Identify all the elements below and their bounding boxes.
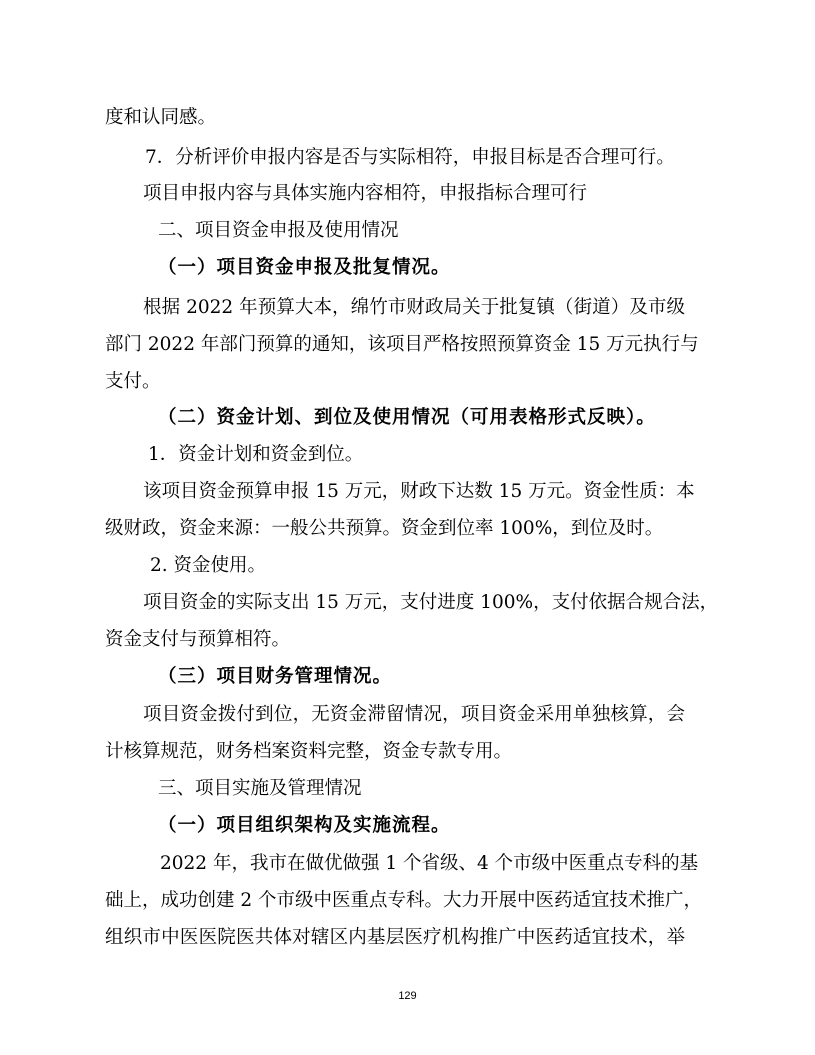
paragraph-line: 该项目资金预算申报 15 万元，财政下达数 15 万元。资金性质：本: [143, 481, 695, 502]
subsection-heading: （一）项目组织架构及实施流程。: [158, 815, 451, 836]
list-item: 2. 资金使用。: [150, 555, 267, 576]
subsection-heading: （三）项目财务管理情况。: [158, 666, 393, 687]
paragraph-line: 项目资金的实际支出 15 万元，支付进度 100%，支付依据合规合法，: [143, 592, 719, 613]
paragraph-line: 支付。: [105, 371, 161, 392]
paragraph-line: 度和认同感。: [105, 107, 217, 128]
paragraph-line: 础上，成功创建 2 个市级中医重点专科。大力开展中医药适宜技术推广，: [105, 890, 703, 911]
paragraph-line: 2022 年，我市在做优做强 1 个省级、4 个市级中医重点专科的基: [160, 853, 699, 874]
paragraph-line: 组织市中医医院医共体对辖区内基层医疗机构推广中医药适宜技术，举: [105, 927, 685, 948]
list-item: 1．资金计划和资金到位。: [148, 444, 364, 465]
paragraph-line: 7．分析评价申报内容是否与实际相符，申报目标是否合理可行。: [145, 147, 675, 168]
paragraph-line: 项目申报内容与具体实施内容相符，申报指标合理可行: [143, 183, 588, 204]
paragraph-line: 计核算规范，财务档案资料完整，资金专款专用。: [105, 741, 513, 762]
section-heading: 三、项目实施及管理情况: [158, 778, 362, 799]
paragraph-line: 级财政，资金来源：一般公共预算。资金到位率 100%，到位及时。: [105, 518, 664, 539]
subsection-heading: （一）项目资金申报及批复情况。: [158, 257, 451, 278]
page-number: 129: [398, 990, 417, 1002]
paragraph-line: 项目资金拨付到位，无资金滞留情况，项目资金采用单独核算，会: [143, 704, 685, 725]
subsection-heading: （二）资金计划、到位及使用情况（可用表格形式反映）。: [158, 407, 656, 428]
paragraph-line: 根据 2022 年预算大本，绵竹市财政局关于批复镇（街道）及市级: [143, 297, 685, 318]
section-heading: 二、项目资金申报及使用情况: [158, 220, 399, 241]
paragraph-line: 部门 2022 年部门预算的通知，该项目严格按照预算资金 15 万元执行与: [105, 334, 699, 355]
paragraph-line: 资金支付与预算相符。: [105, 629, 291, 650]
